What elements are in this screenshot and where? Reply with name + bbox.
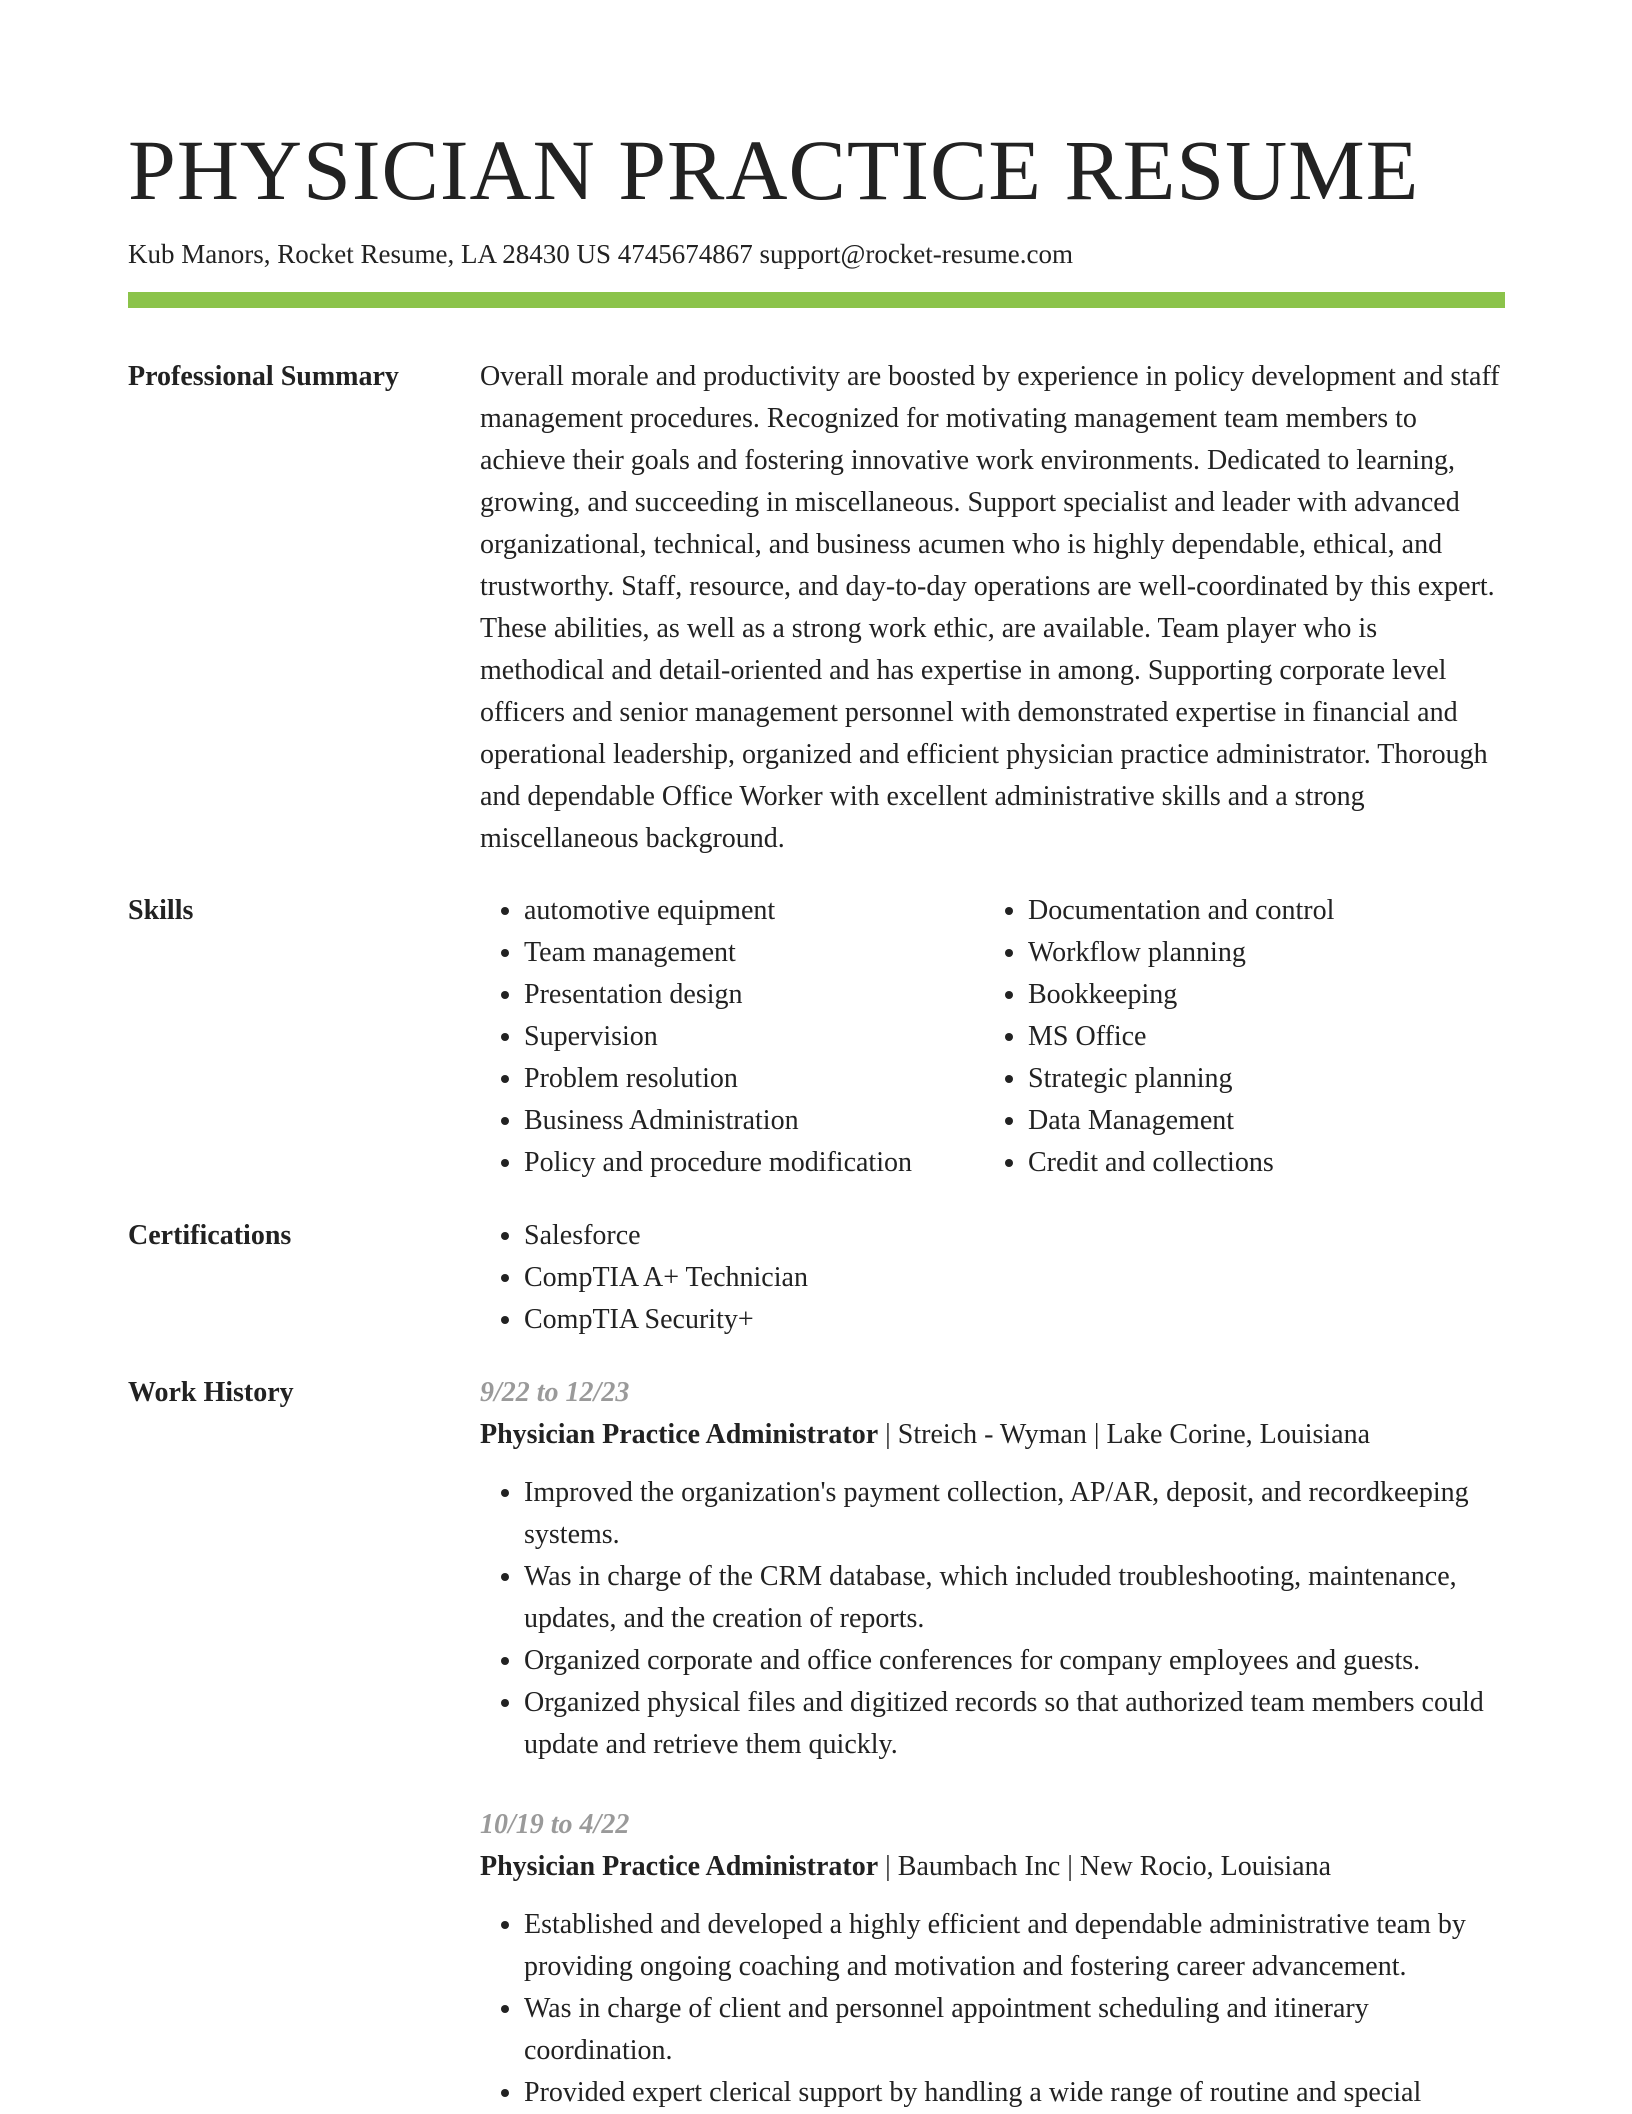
list-item: • Established and developed a highly efficient and dependable administrative team by providing ongoing coaching and motivation and fostering career advancement.: [524, 1904, 1505, 1988]
list-item: • CompTIA Security+: [524, 1299, 1505, 1341]
list-item: • Was in charge of the CRM database, which included troubleshooting, maintenance, updates, and the creation of reports.: [524, 1556, 1505, 1640]
list-item: • MS Office: [1028, 1016, 1488, 1058]
job-entry: [480, 1372, 1505, 1766]
professional-summary-section: [128, 356, 1505, 860]
job-heading: [480, 1414, 1505, 1456]
job-dates: 9/22 to 12/23: [480, 1377, 630, 1408]
list-item: • CompTIA A+ Technician: [524, 1257, 1505, 1299]
summary-text: Overall morale and productivity are boosted by experience in policy development and staff management procedures. Recognized for motivating management team members to achieve their goals and fostering innovative work environments. Dedicated to learning, growing, and succeeding in miscellaneous. Support specialist and leader with advanced organizational, technical, and business acumen who is highly dependable, ethical, and trustworthy. Staff, resource, and day-to-day operations are well-coordinated by this expert. These abilities, as well as a strong work ethic, are available. Team player who is methodical and detail-oriented and has expertise in among. Supporting corporate level officers and senior management personnel with demonstrated expertise in financial and operational leadership, organized and efficient physician practice administrator. Thorough and dependable Office Worker with excellent administrative skills and a strong miscellaneous background.: [480, 361, 1500, 854]
contact-line: Kub Manors, Rocket Resume, LA 28430 US 4745674867 support@rocket-resume.com: [128, 239, 1073, 269]
job-title: Physician Practice Administrator: [480, 1851, 879, 1882]
list-item: • Credit and collections: [1028, 1142, 1488, 1184]
section-title-work-history: Work History: [128, 1377, 294, 1408]
list-item: • Salesforce: [524, 1215, 1505, 1257]
list-item: • Data Management: [1028, 1100, 1488, 1142]
section-title-skills: Skills: [128, 895, 194, 926]
job-bullets: [480, 1472, 1505, 1766]
job-company-location: | Baumbach Inc | New Rocio, Louisiana: [878, 1851, 1332, 1882]
list-item: • Organized corporate and office conferences for company employees and guests.: [524, 1640, 1505, 1682]
accent-divider: [128, 292, 1505, 308]
job-company-location: | Streich - Wyman | Lake Corine, Louisiana: [878, 1419, 1371, 1450]
list-item: • Workflow planning: [1028, 932, 1488, 974]
job-dates: 10/19 to 4/22: [480, 1809, 630, 1840]
list-item: • Was in charge of client and personnel appointment scheduling and itinerary coordination.: [524, 1988, 1505, 2072]
page-title: PHYSICIAN PRACTICE RESUME: [128, 122, 1420, 218]
work-history-section: [128, 1372, 1505, 2114]
list-item: • automotive equipment: [524, 890, 984, 932]
list-item: • Supervision: [524, 1016, 984, 1058]
list-item: • Bookkeeping: [1028, 974, 1488, 1016]
section-title-summary: Professional Summary: [128, 361, 399, 392]
list-item: • Strategic planning: [1028, 1058, 1488, 1100]
list-item: • Business Administration: [524, 1100, 984, 1142]
list-item: • Team management: [524, 932, 984, 974]
job-entry: [480, 1804, 1505, 2114]
job-bullets: [480, 1904, 1505, 2114]
list-item: • Policy and procedure modification: [524, 1142, 984, 1184]
job-heading: [480, 1846, 1505, 1888]
job-title: Physician Practice Administrator: [480, 1419, 879, 1450]
list-item: • Documentation and control: [1028, 890, 1488, 932]
skills-section: [128, 890, 1505, 1184]
skills-list-right: [984, 890, 1488, 1184]
list-item: • Organized physical files and digitized records so that authorized team members could update and retrieve them quickly.: [524, 1682, 1505, 1766]
list-item: • Provided expert clerical support by handling a wide range of routine and special: [524, 2072, 1505, 2114]
resume-page: [128, 118, 1505, 2114]
list-item: • Presentation design: [524, 974, 984, 1016]
skills-list-left: [480, 890, 984, 1184]
certifications-list: [480, 1215, 1505, 1341]
list-item: • Problem resolution: [524, 1058, 984, 1100]
list-item: • Improved the organization's payment collection, AP/AR, deposit, and recordkeeping systems.: [524, 1472, 1505, 1556]
certifications-section: [128, 1215, 1505, 1341]
section-title-certifications: Certifications: [128, 1220, 292, 1251]
